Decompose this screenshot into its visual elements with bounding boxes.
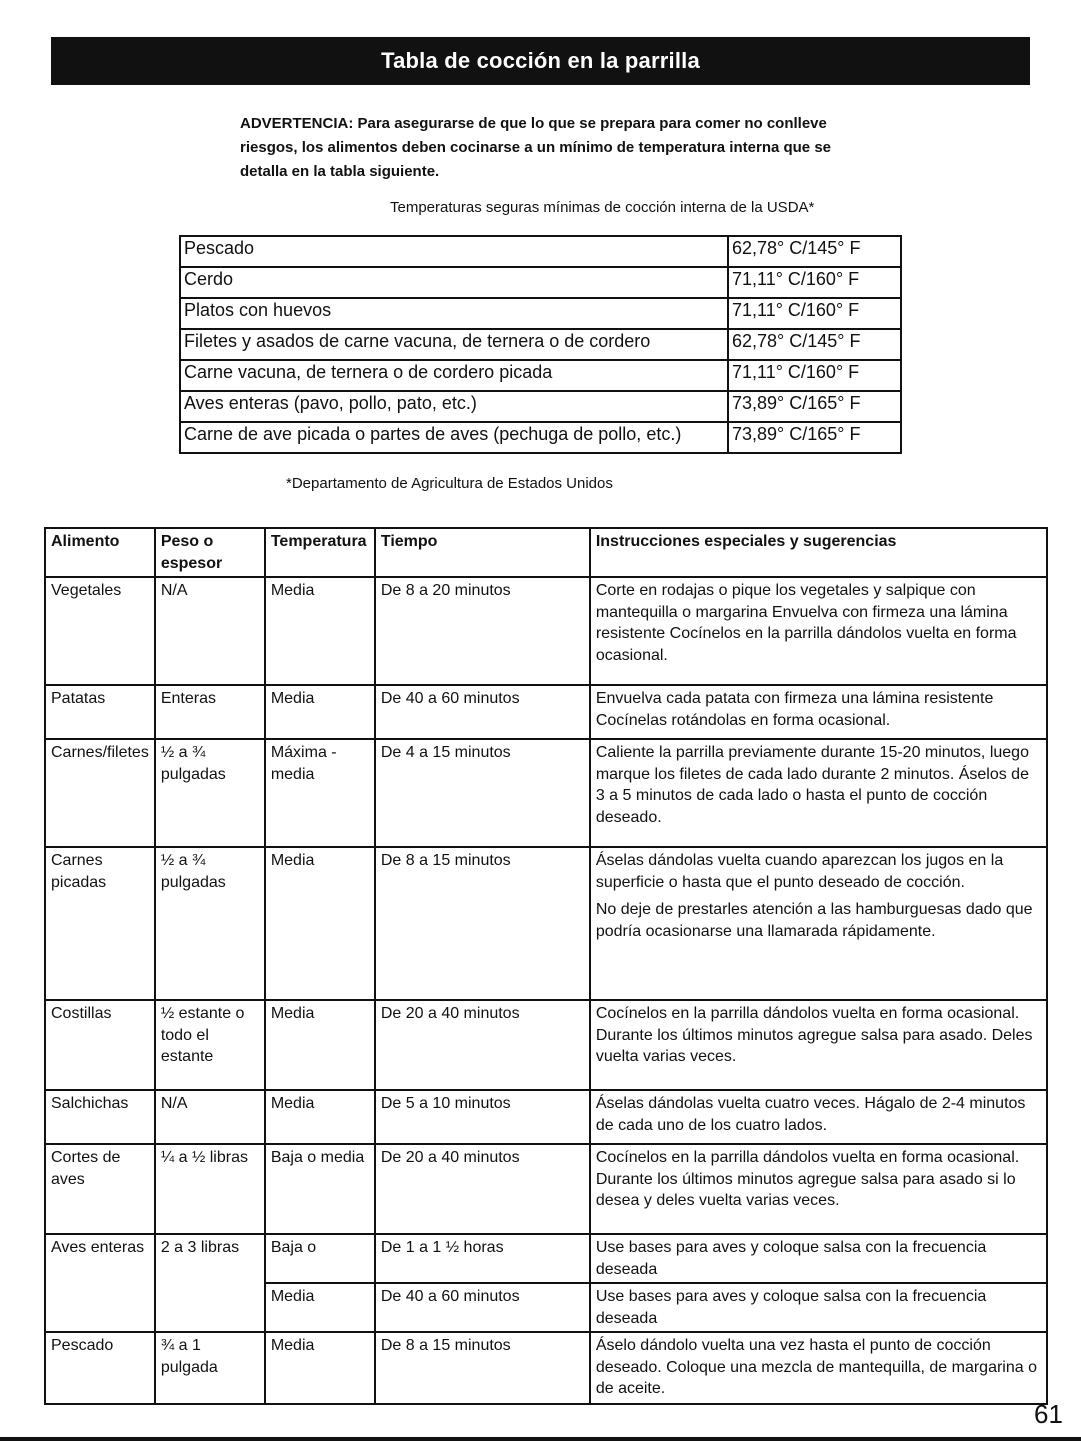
header-cell: Instrucciones especiales y sugerencias bbox=[590, 528, 1047, 577]
weight-cell: ½ estante o todo el estante bbox=[155, 1000, 265, 1090]
instruction-paragraph: Áselas dándolas vuelta cuando aparezcan los jugos en la superficie o hasta que el punto deseado de cocción. bbox=[595, 852, 1004, 891]
temperature-cell: Media bbox=[265, 1283, 375, 1332]
food-cell: Vegetales bbox=[45, 577, 155, 685]
weight-cell: N/A bbox=[155, 577, 265, 685]
instructions-cell bbox=[590, 739, 1047, 847]
temperature-cell: Baja o bbox=[265, 1234, 375, 1283]
usda-table-title: Temperaturas seguras mínimas de cocción interna de la USDA* bbox=[390, 199, 815, 216]
usda-food-cell: Carne vacuna, de ternera o de cordero picada bbox=[180, 360, 728, 391]
grill-row bbox=[45, 1090, 1047, 1144]
page-title-banner bbox=[51, 37, 1030, 85]
usda-row bbox=[180, 329, 901, 360]
temperature-cell: Media bbox=[265, 847, 375, 1000]
food-cell: Pescado bbox=[45, 1332, 155, 1404]
time-cell: De 20 a 40 minutos bbox=[375, 1000, 590, 1090]
bottom-rule bbox=[0, 1437, 1081, 1441]
instruction-paragraph: Cocínelos en la parrilla dándolos vuelta en forma ocasional. Durante los últimos minutos agregue salsa para asado si lo desea y deles vuelta varias veces. bbox=[595, 1149, 1020, 1209]
grill-header-row bbox=[45, 528, 1047, 577]
warning-text: ADVERTENCIA: Para asegurarse de que lo que se prepara para comer no conlleve riesgos, los alimentos deben cocinarse a un mínimo de temperatura interna que se detalla en la tabla siguiente. bbox=[240, 115, 832, 180]
time-cell: De 5 a 10 minutos bbox=[375, 1090, 590, 1144]
usda-row bbox=[180, 360, 901, 391]
time-cell: De 4 a 15 minutos bbox=[375, 739, 590, 847]
grill-row bbox=[45, 577, 1047, 685]
usda-temp-cell: 73,89° C/165° F bbox=[728, 422, 901, 453]
usda-row bbox=[180, 391, 901, 422]
temperature-cell: Baja o media bbox=[265, 1144, 375, 1234]
instruction-paragraph: Áselas dándolas vuelta cuatro veces. Hágalo de 2-4 minutos de cada uno de los cuatro lados. bbox=[595, 1095, 1026, 1134]
usda-food-cell: Cerdo bbox=[180, 267, 728, 298]
instructions-cell bbox=[590, 1090, 1047, 1144]
usda-temp-cell: 62,78° C/145° F bbox=[728, 236, 901, 267]
instruction-paragraph: Cocínelos en la parrilla dándolos vuelta en forma ocasional. Durante los últimos minutos agregue salsa para asado. Deles vuelta varias veces. bbox=[595, 1005, 1033, 1065]
header-cell: Temperatura bbox=[265, 528, 375, 577]
grill-row bbox=[45, 1332, 1047, 1404]
usda-temp-cell: 71,11° C/160° F bbox=[728, 267, 901, 298]
instructions-cell: Use bases para aves y coloque salsa con la frecuencia deseada bbox=[590, 1283, 1047, 1332]
food-cell: Carnes/filetes bbox=[45, 739, 155, 847]
usda-row bbox=[180, 236, 901, 267]
instruction-paragraph: Envuelva cada patata con firmeza una lámina resistente Cocínelas rotándolas en forma ocasional. bbox=[595, 690, 994, 729]
header-cell: Tiempo bbox=[375, 528, 590, 577]
time-cell: De 40 a 60 minutos bbox=[375, 685, 590, 739]
instructions-cell bbox=[590, 847, 1047, 1000]
instruction-paragraph: Corte en rodajas o pique los vegetales y salpique con mantequilla o margarina Envuelva con firmeza una lámina resistente Cocínelos en la parrilla dándolos vuelta en forma ocasional. bbox=[595, 582, 1017, 664]
usda-row bbox=[180, 267, 901, 298]
time-cell: De 8 a 20 minutos bbox=[375, 577, 590, 685]
instructions-cell: Use bases para aves y coloque salsa con la frecuencia deseada bbox=[590, 1234, 1047, 1283]
food-cell: Patatas bbox=[45, 685, 155, 739]
food-cell: Costillas bbox=[45, 1000, 155, 1090]
usda-food-cell: Carne de ave picada o partes de aves (pechuga de pollo, etc.) bbox=[180, 422, 728, 453]
instructions-cell bbox=[590, 1000, 1047, 1090]
usda-food-cell: Pescado bbox=[180, 236, 728, 267]
food-cell: Cortes de aves bbox=[45, 1144, 155, 1234]
instructions-cell bbox=[590, 577, 1047, 685]
temperature-cell: Media bbox=[265, 685, 375, 739]
time-cell: De 40 a 60 minutos bbox=[375, 1283, 590, 1332]
weight-cell: 2 a 3 libras bbox=[155, 1234, 265, 1332]
page-number: 61 bbox=[1034, 1399, 1063, 1429]
usda-temperature-table bbox=[179, 235, 902, 454]
time-cell: De 20 a 40 minutos bbox=[375, 1144, 590, 1234]
usda-food-cell: Filetes y asados de carne vacuna, de ternera o de cordero bbox=[180, 329, 728, 360]
grilling-chart-table bbox=[44, 527, 1048, 1405]
food-cell: Aves enteras bbox=[45, 1234, 155, 1332]
instructions-cell bbox=[590, 685, 1047, 739]
header-cell: Alimento bbox=[45, 528, 155, 577]
grill-row bbox=[45, 739, 1047, 847]
instruction-paragraph: Caliente la parrilla previamente durante 15-20 minutos, luego marque los filetes de cada lado durante 2 minutos. Áselos de 3 a 5 minutos de cada lado o hasta el punto de cocción deseado. bbox=[595, 744, 1029, 826]
time-cell: De 1 a 1 ½ horas bbox=[375, 1234, 590, 1283]
temperature-cell: Media bbox=[265, 577, 375, 685]
food-cell: Salchichas bbox=[45, 1090, 155, 1144]
weight-cell: ¼ a ½ libras bbox=[155, 1144, 265, 1234]
temperature-cell: Media bbox=[265, 1090, 375, 1144]
temperature-cell: Media bbox=[265, 1332, 375, 1404]
weight-cell: N/A bbox=[155, 1090, 265, 1144]
usda-temp-cell: 62,78° C/145° F bbox=[728, 329, 901, 360]
temperature-cell: Máxima - media bbox=[265, 739, 375, 847]
instructions-cell: Áselo dándolo vuelta una vez hasta el punto de cocción deseado. Coloque una mezcla de mantequilla, de margarina o de aceite. bbox=[590, 1332, 1047, 1404]
usda-food-cell: Platos con huevos bbox=[180, 298, 728, 329]
header-cell: Peso o espesor bbox=[155, 528, 265, 577]
grill-row bbox=[45, 1000, 1047, 1090]
usda-temp-cell: 71,11° C/160° F bbox=[728, 360, 901, 391]
weight-cell: ½ a ¾ pulgadas bbox=[155, 739, 265, 847]
temperature-cell: Media bbox=[265, 1000, 375, 1090]
grill-row bbox=[45, 1144, 1047, 1234]
usda-temp-cell: 73,89° C/165° F bbox=[728, 391, 901, 422]
grill-row bbox=[45, 685, 1047, 739]
time-cell: De 8 a 15 minutos bbox=[375, 1332, 590, 1404]
weight-cell: ½ a ¾ pulgadas bbox=[155, 847, 265, 1000]
grill-row bbox=[45, 847, 1047, 1000]
usda-footnote: *Departamento de Agricultura de Estados Unidos bbox=[286, 475, 613, 492]
page-title: Tabla de cocción en la parrilla bbox=[381, 48, 700, 73]
usda-row bbox=[180, 422, 901, 453]
time-cell: De 8 a 15 minutos bbox=[375, 847, 590, 1000]
food-cell: Carnes picadas bbox=[45, 847, 155, 1000]
usda-temp-cell: 71,11° C/160° F bbox=[728, 298, 901, 329]
grill-row bbox=[45, 1234, 1047, 1283]
instruction-paragraph: No deje de prestarles atención a las hamburguesas dado que podría ocasionarse una llamarada rápidamente. bbox=[595, 901, 1033, 940]
usda-food-cell: Aves enteras (pavo, pollo, pato, etc.) bbox=[180, 391, 728, 422]
usda-row bbox=[180, 298, 901, 329]
weight-cell: ¾ a 1 pulgada bbox=[155, 1332, 265, 1404]
instructions-cell bbox=[590, 1144, 1047, 1234]
weight-cell: Enteras bbox=[155, 685, 265, 739]
